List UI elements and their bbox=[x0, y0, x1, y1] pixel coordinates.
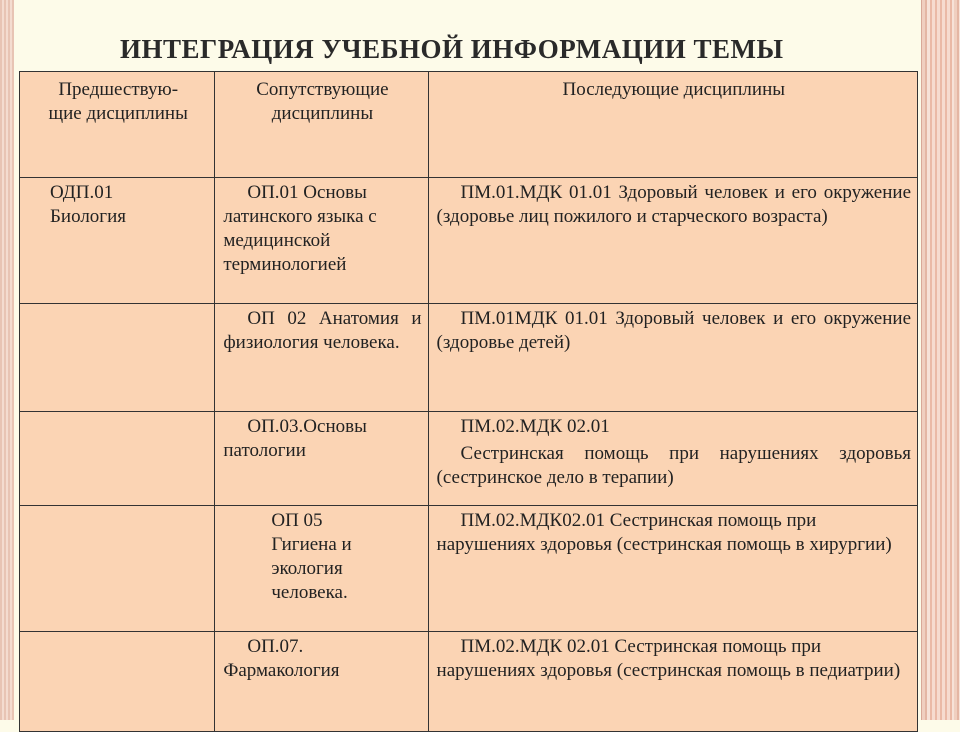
header-following: Последующие дисциплины bbox=[428, 72, 917, 178]
integration-table bbox=[19, 71, 918, 732]
cell-preceding bbox=[20, 412, 215, 506]
right-decorative-border bbox=[921, 0, 960, 720]
table-row bbox=[20, 412, 918, 506]
cell-concurrent: ОП 02 Анатомия и физиология человека. bbox=[215, 304, 428, 412]
left-decorative-border bbox=[0, 0, 14, 720]
cell-preceding: ОДП.01 Биология bbox=[20, 178, 215, 304]
table-row bbox=[20, 178, 918, 304]
cell-preceding bbox=[20, 506, 215, 632]
right-border-stripes bbox=[930, 0, 952, 720]
cell-concurrent: ОП.03.Основы патологии bbox=[215, 412, 428, 506]
slide-title: ИНТЕГРАЦИЯ УЧЕБНОЙ ИНФОРМАЦИИ ТЕМЫ bbox=[120, 34, 784, 64]
following-text: ПМ.01МДК 01.01 Здоровый человек и его окружение (здоровье детей) bbox=[436, 308, 911, 353]
cell-following bbox=[428, 412, 917, 506]
cell-preceding bbox=[20, 632, 215, 732]
cell-concurrent: ОП 05 Гигиена и экология человека. bbox=[215, 506, 428, 632]
table-row bbox=[20, 506, 918, 632]
cell-concurrent: ОП.07. Фармакология bbox=[215, 632, 428, 732]
following-text: ПМ.02.МДК 02.01 Сестринская помощь при нарушениях здоровья (сестринская помощь в педиатрии) bbox=[436, 636, 901, 681]
header-preceding: Предшествую- щие дисциплины bbox=[20, 72, 215, 178]
cell-preceding bbox=[20, 304, 215, 412]
following-text: ПМ.01.МДК 01.01 Здоровый человек и его окружение (здоровье лиц пожилого и старческого возраста) bbox=[436, 182, 911, 227]
cell-following bbox=[428, 304, 917, 412]
cell-following bbox=[428, 178, 917, 304]
header-concurrent: Сопутствующие дисциплины bbox=[215, 72, 428, 178]
table-header-row bbox=[20, 72, 918, 178]
cell-following bbox=[428, 506, 917, 632]
following-text: ПМ.02.МДК 02.01 bbox=[460, 416, 610, 437]
table-row bbox=[20, 632, 918, 732]
following-text: Сестринская помощь при нарушениях здоровья (сестринское дело в терапии) bbox=[436, 443, 911, 488]
table-row bbox=[20, 304, 918, 412]
cell-following bbox=[428, 632, 917, 732]
following-text: ПМ.02.МДК02.01 Сестринская помощь при нарушениях здоровья (сестринская помощь в хирургии) bbox=[436, 510, 892, 555]
cell-concurrent: ОП.01 Основы латинского языка с медицинской терминологией bbox=[215, 178, 428, 304]
